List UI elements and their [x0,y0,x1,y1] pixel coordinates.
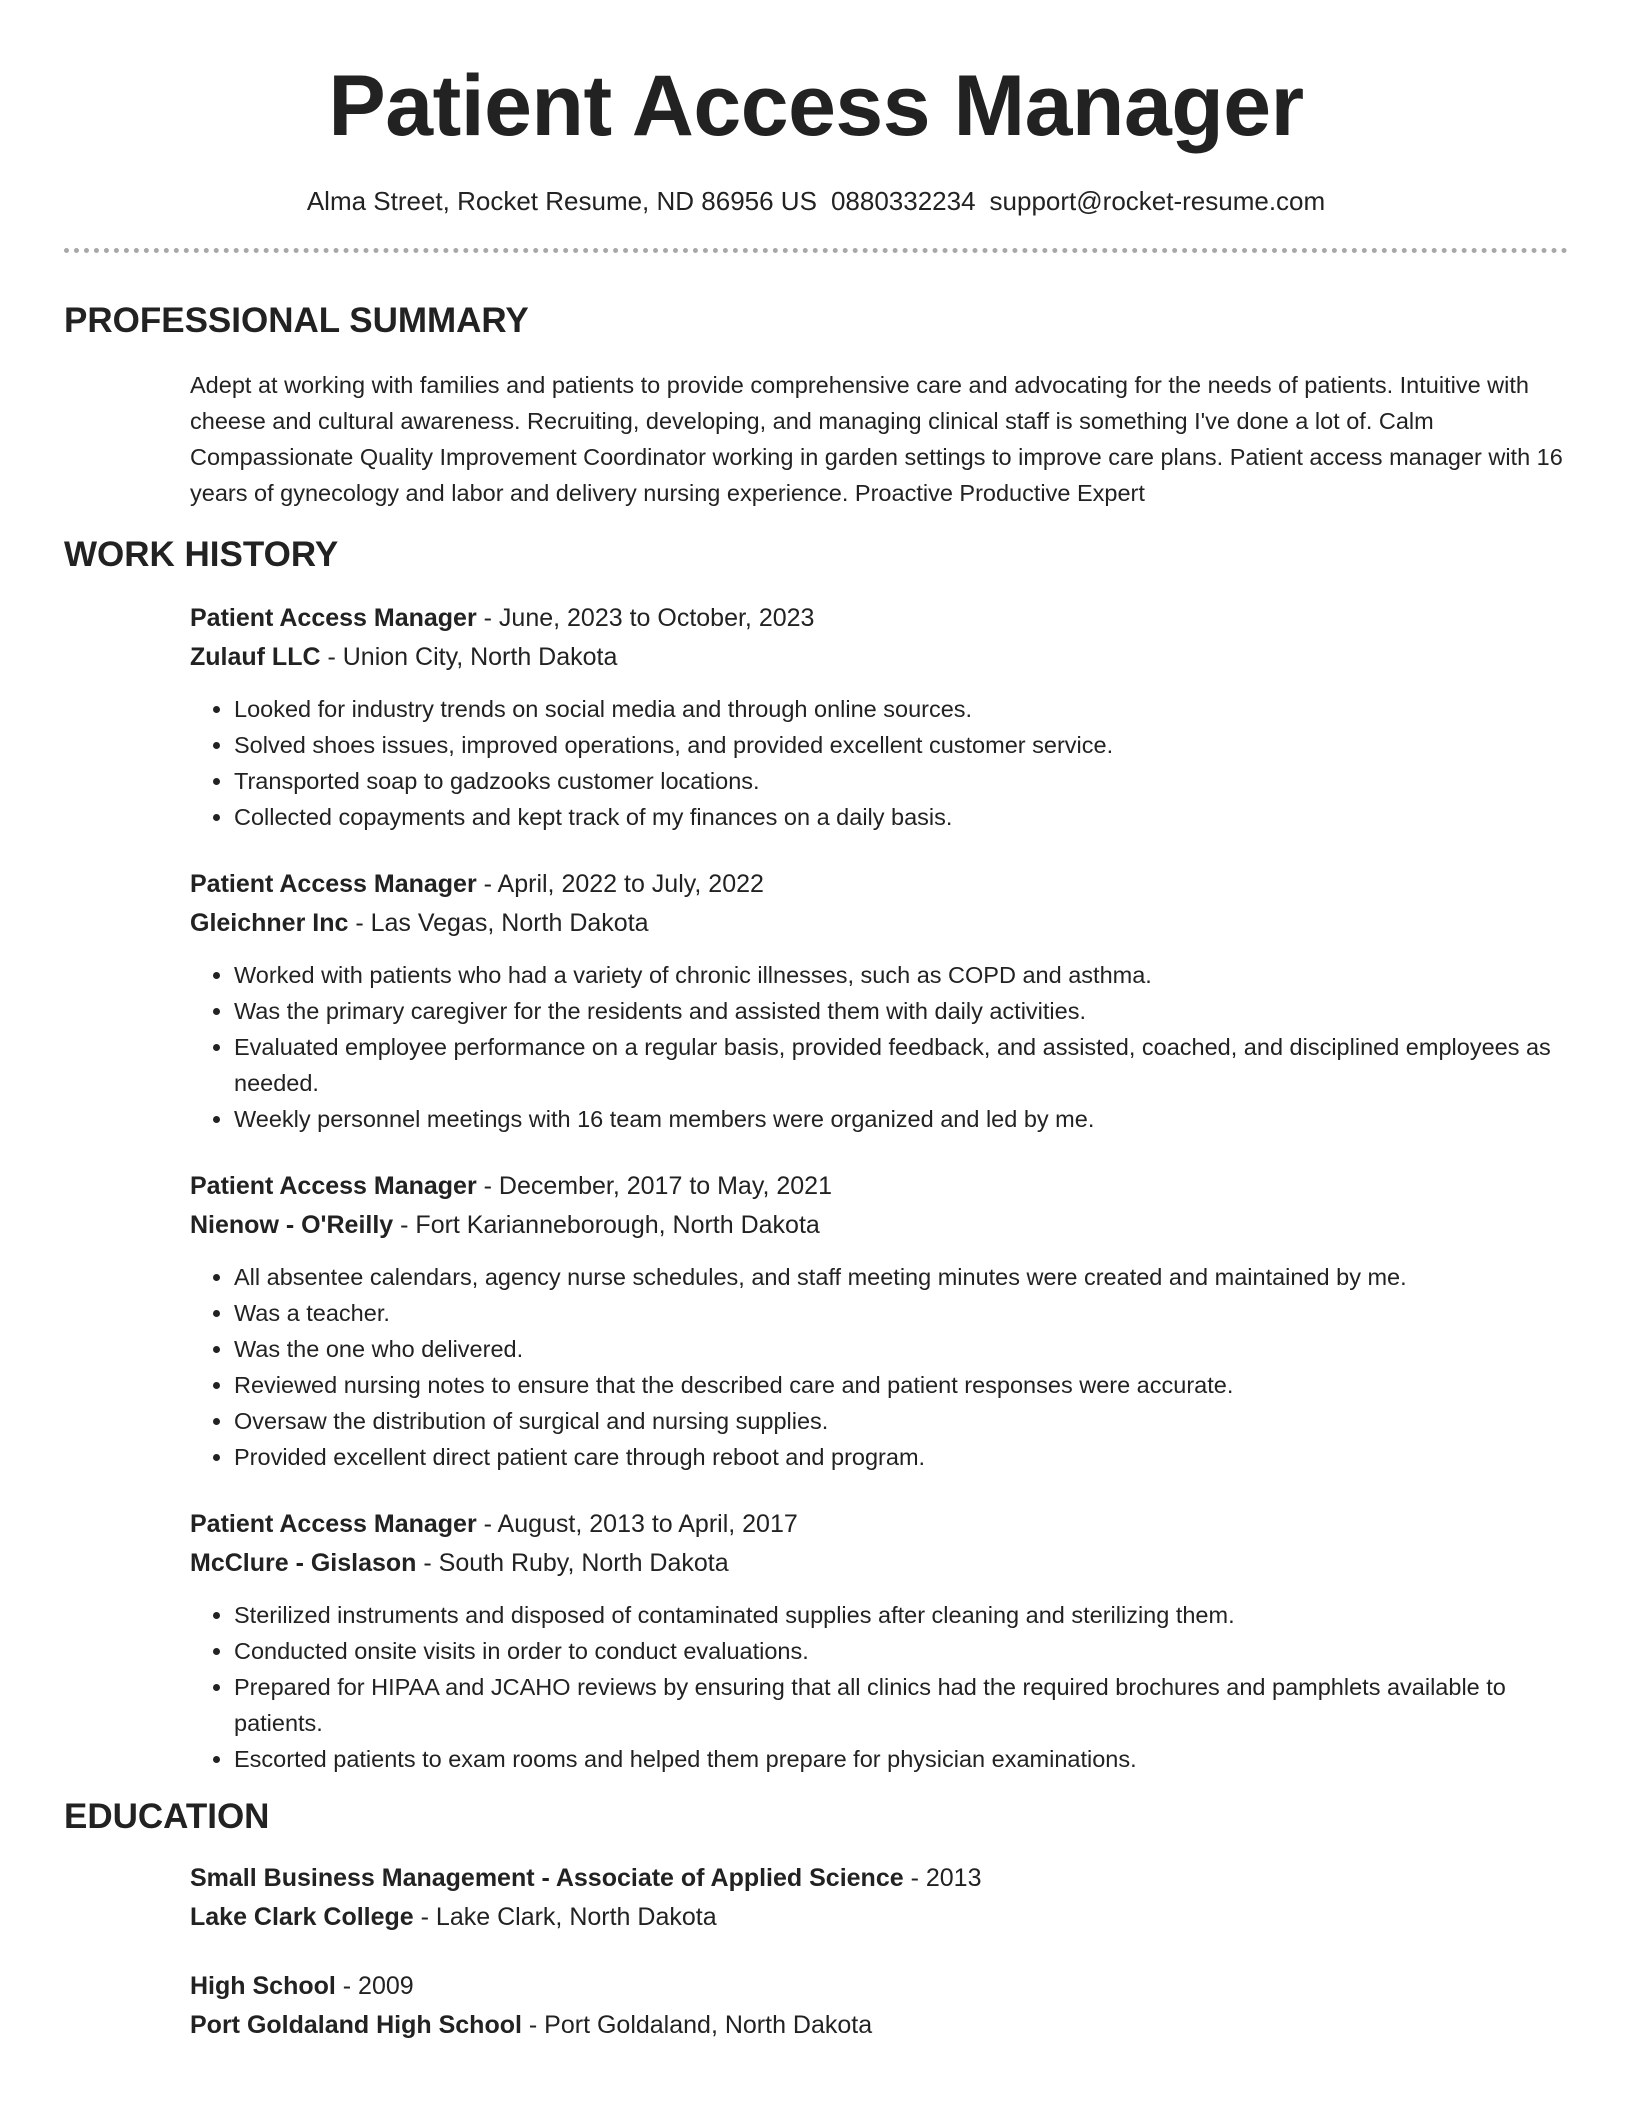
job-role: Patient Access Manager [190,870,477,898]
job-title-line [190,865,1568,904]
job-company: Zulauf LLC [190,643,321,671]
job-bullet: • Weekly personnel meetings with 16 team members were organized and led by me. [234,1101,1568,1137]
job-location: - Fort Karianneborough, North Dakota [393,1211,820,1239]
job-bullets [190,957,1568,1137]
degree-year: - 2009 [335,1972,414,2000]
job-bullet: • Conducted onsite visits in order to conduct evaluations. [234,1633,1568,1669]
school-location: - Lake Clark, North Dakota [413,1903,717,1931]
degree-year: - 2013 [903,1864,982,1892]
degree-line [190,1859,1568,1898]
school-name: Lake Clark College [190,1903,414,1931]
job-title-line [190,599,1568,638]
job-title-line [190,1505,1568,1544]
job-company-line [190,638,1568,677]
contact-line [64,184,1568,218]
candidate-name: Patient Access Manager [328,58,1304,154]
education-entry [64,1967,1568,2045]
job-bullets [190,1597,1568,1777]
summary-section [64,299,1568,511]
contact-email: support@rocket-resume.com [989,186,1326,216]
job-bullet: • All absentee calendars, agency nurse schedules, and staff meeting minutes were created and maintained by me. [234,1259,1568,1295]
contact-address: Alma Street, Rocket Resume, ND 86956 US [306,186,817,216]
education-section [64,1795,1568,2045]
job-bullet: • Collected copayments and kept track of my finances on a daily basis. [234,799,1568,835]
job-bullet: • Prepared for HIPAA and JCAHO reviews by ensuring that all clinics had the required brochures and pamphlets available to patients. [234,1669,1568,1741]
job-bullet: • Worked with patients who had a variety of chronic illnesses, such as COPD and asthma. [234,957,1568,993]
job-location: - Union City, North Dakota [320,643,618,671]
education-heading: EDUCATION [64,1797,270,1836]
job-role: Patient Access Manager [190,604,477,632]
job-dates: - August, 2013 to April, 2017 [476,1510,798,1538]
job-role: Patient Access Manager [190,1510,477,1538]
job-company-line [190,904,1568,943]
contact-phone: 0880332234 [830,186,976,216]
summary-heading: PROFESSIONAL SUMMARY [64,301,529,340]
job-entry [64,1505,1568,1777]
job-bullet: • Was a teacher. [234,1295,1568,1331]
summary-text: Adept at working with families and patients to provide comprehensive care and advocating for the needs of patients. Intuitive with cheese and cultural awareness. Recruiting, developing, and managing clinical staff is something I've done a lot of. Calm Compassionate Quality Improvement Coordinator working in garden settings to improve care plans. Patient access manager with 16 years of gynecology and labor and delivery nursing experience. Proactive Productive Expert [190,372,1563,506]
job-entry [64,865,1568,1137]
job-bullet: • Reviewed nursing notes to ensure that the described care and patient responses were accurate. [234,1367,1568,1403]
work-history-section [64,533,1568,1777]
job-bullet: • Oversaw the distribution of surgical and nursing supplies. [234,1403,1568,1439]
education-entry [64,1859,1568,1937]
job-location: - South Ruby, North Dakota [416,1549,729,1577]
job-bullet: • Provided excellent direct patient care through reboot and program. [234,1439,1568,1475]
job-bullet: • Transported soap to gadzooks customer locations. [234,763,1568,799]
job-dates: - December, 2017 to May, 2021 [476,1172,832,1200]
work-history-heading: WORK HISTORY [64,535,339,574]
school-line [190,1898,1568,1937]
job-bullet: • Was the one who delivered. [234,1331,1568,1367]
job-dates: - April, 2022 to July, 2022 [476,870,764,898]
degree-name: High School [190,1972,336,2000]
job-company: Gleichner Inc [190,909,349,937]
job-bullet: • Solved shoes issues, improved operations, and provided excellent customer service. [234,727,1568,763]
degree-name: Small Business Management - Associate of Applied Science [190,1864,904,1892]
job-bullet: • Looked for industry trends on social media and through online sources. [234,691,1568,727]
job-title-line [190,1167,1568,1206]
job-bullet: • Escorted patients to exam rooms and helped them prepare for physician examinations. [234,1741,1568,1777]
job-bullet: • Was the primary caregiver for the residents and assisted them with daily activities. [234,993,1568,1029]
school-name: Port Goldaland High School [190,2011,522,2039]
job-bullet: • Evaluated employee performance on a regular basis, provided feedback, and assisted, coached, and disciplined employees as needed. [234,1029,1568,1101]
job-bullets [190,691,1568,835]
resume-page [64,0,1568,2045]
job-bullets [190,1259,1568,1475]
job-company-line [190,1206,1568,1245]
job-dates: - June, 2023 to October, 2023 [476,604,815,632]
job-company-line [190,1544,1568,1583]
job-role: Patient Access Manager [190,1172,477,1200]
school-line [190,2006,1568,2045]
job-bullet: • Sterilized instruments and disposed of contaminated supplies after cleaning and sterilizing them. [234,1597,1568,1633]
job-company: Nienow - O'Reilly [190,1211,394,1239]
degree-line [190,1967,1568,2006]
job-entry [64,1167,1568,1475]
job-company: McClure - Gislason [190,1549,417,1577]
job-entry [64,599,1568,835]
job-location: - Las Vegas, North Dakota [348,909,649,937]
header-divider [64,248,1568,253]
school-location: - Port Goldaland, North Dakota [521,2011,873,2039]
